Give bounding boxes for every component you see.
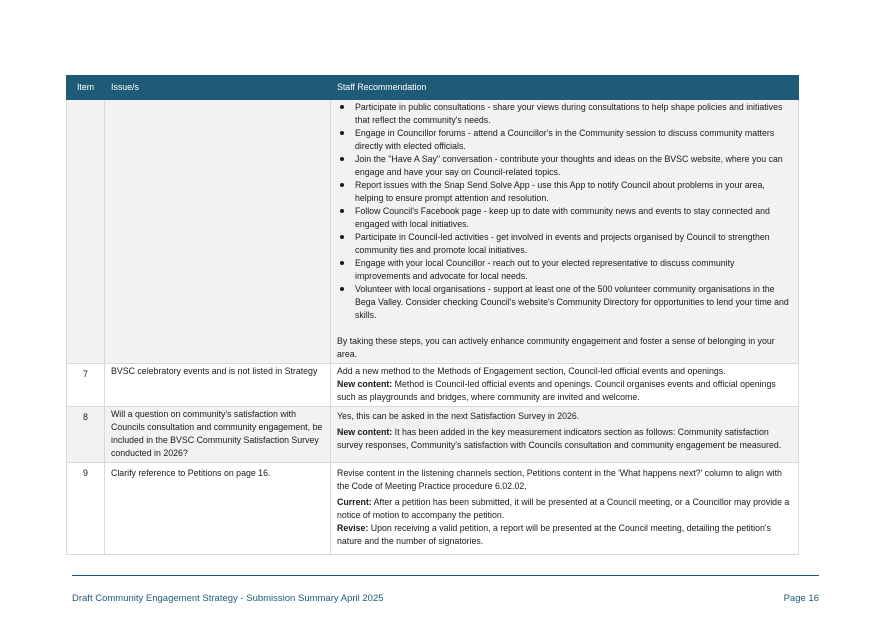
new-content-text: Method is Council-led official events and openings. Council organises events and official openings such as playgrounds and bridges, where community are invited and welcome. <box>337 379 776 402</box>
header-item: Item <box>67 76 105 100</box>
recommendation-detail <box>337 426 792 452</box>
revise-label: Revise: <box>337 523 369 533</box>
current-label: Current: <box>337 497 372 507</box>
issue-text: BVSC celebratory events and is not listed in Strategy <box>105 364 331 407</box>
table-row <box>67 364 799 407</box>
item-number: 9 <box>67 463 105 555</box>
recommendation-intro: Revise content in the listening channels section, Petitions content in the 'What happens next?' column to align with the Code of Meeting Practice procedure 6.02.02. <box>337 468 782 491</box>
recommendation-intro: Add a new method to the Methods of Engagement section, Council-led official events and openings. <box>337 366 726 376</box>
recommendation-cell <box>331 100 799 364</box>
list-item: Engage in Councillor forums - attend a Councillor's in the Community session to discuss community matters directly with elected officials. <box>337 127 792 153</box>
revise-text: Upon receiving a valid petition, a report will be presented at the Council meeting, detailing the petition's nature and the number of signatories. <box>337 523 771 546</box>
list-item: Join the "Have A Say" conversation - contribute your thoughts and ideas on the BVSC website, where you can engage and have your say on Council-related topics. <box>337 153 792 179</box>
recommendation-cell <box>331 407 799 463</box>
footer-divider <box>72 575 819 576</box>
issue-cell-empty <box>105 100 331 364</box>
new-content-text: It has been added in the key measurement indicators section as follows: Community satisfaction survey responses, Community's satisfaction with Councils consultation and community engagement be measured. <box>337 427 782 450</box>
table-header-row <box>67 76 799 100</box>
list-item: Participate in public consultations - share your views during consultations to help shape policies and initiatives that reflect the community's needs. <box>337 101 792 127</box>
item-number: 8 <box>67 407 105 463</box>
table-row <box>67 463 799 555</box>
page-number: Page 16 <box>783 593 819 604</box>
item-number: 7 <box>67 364 105 407</box>
current-text: After a petition has been submitted, it will be presented at a Council meeting, or a Councillor may provide a notice of motion to accompany the petition. <box>337 497 790 520</box>
recommendation-cell <box>331 364 799 407</box>
revise-text-block <box>337 522 792 548</box>
new-content-label: New content: <box>337 427 393 437</box>
list-item: Follow Council's Facebook page - keep up to date with community news and events to stay connected and engaged with local initiatives. <box>337 205 792 231</box>
footer-title: Draft Community Engagement Strategy - Submission Summary April 2025 <box>72 593 384 604</box>
list-item: Volunteer with local organisations - support at least one of the 500 volunteer community organisations in the Bega Valley. Consider checking Council's website's Community Directory for opportunities to lend your time and skills. <box>337 283 792 322</box>
list-item: Engage with your local Councillor - reach out to your elected representative to discuss community improvements and advocate for local needs. <box>337 257 792 283</box>
table-row-continuation <box>67 100 799 364</box>
recommendation-bullet-list <box>337 101 792 322</box>
table-row <box>67 407 799 463</box>
issue-text: Will a question on community's satisfaction with Councils consultation and community engagement, be included in the BVSC Community Satisfaction Survey conducted in 2026? <box>105 407 331 463</box>
current-text-block <box>337 496 792 522</box>
new-content-label: New content: <box>337 379 393 389</box>
submission-table <box>66 75 799 555</box>
list-item: Participate in Council-led activities - get involved in events and projects organised by Council to strengthen community ties and promote local initiatives. <box>337 231 792 257</box>
issue-text: Clarify reference to Petitions on page 16. <box>105 463 331 555</box>
recommendation-cell <box>331 463 799 555</box>
header-issues: Issue/s <box>105 76 331 100</box>
closing-paragraph: By taking these steps, you can actively enhance community engagement and foster a sense of belonging in your area. <box>337 336 775 359</box>
item-cell-empty <box>67 100 105 364</box>
recommendation-detail <box>337 378 792 404</box>
recommendation-intro: Yes, this can be asked in the next Satisfaction Survey in 2026. <box>337 411 580 421</box>
header-recommendation: Staff Recommendation <box>331 76 799 100</box>
list-item: Report issues with the Snap Send Solve App - use this App to notify Council about problems in your area, helping to ensure prompt attention and resolution. <box>337 179 792 205</box>
